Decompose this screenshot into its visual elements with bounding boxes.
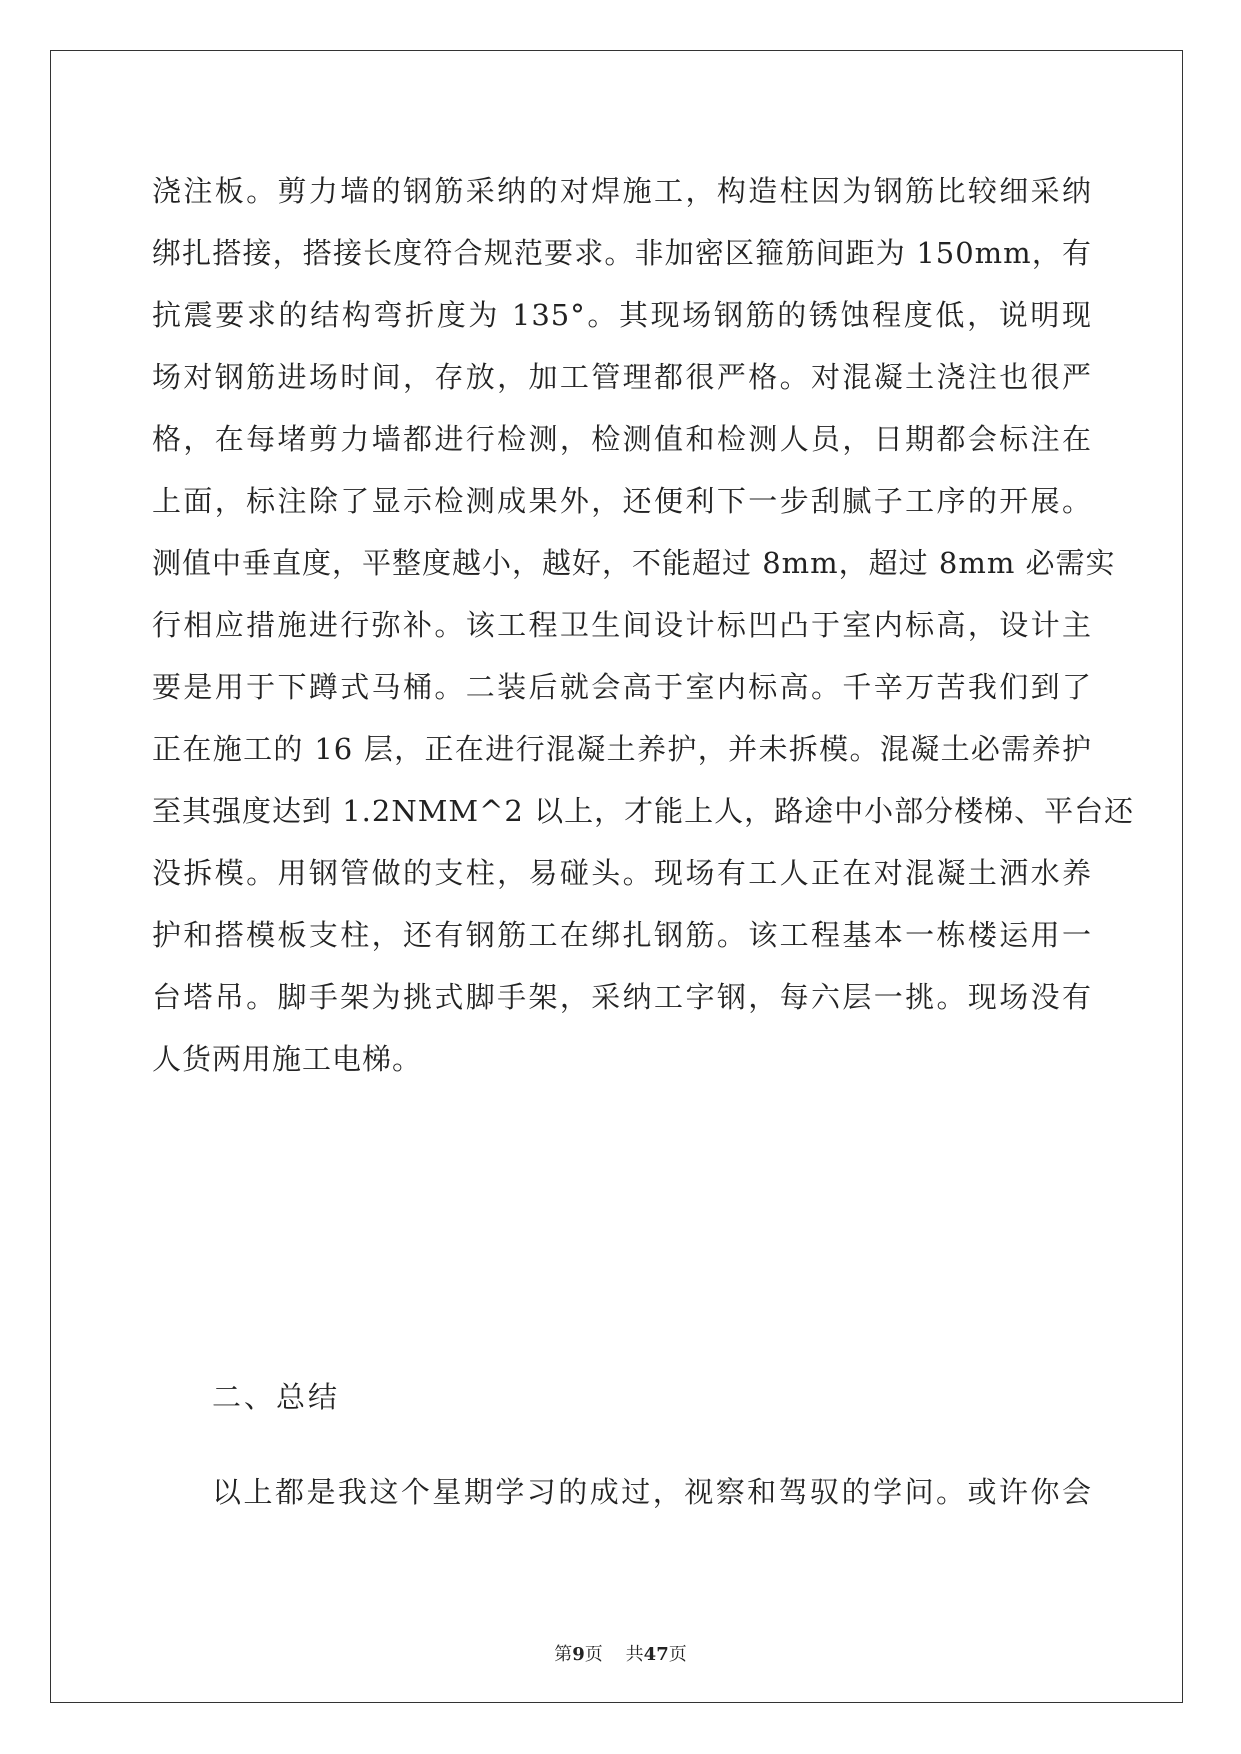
total-pages: 47 bbox=[643, 1644, 669, 1665]
text-line: 行相应措施进行弥补。该工程卫生间设计标凹凸于室内标高，设计主 bbox=[152, 608, 1092, 642]
text-line: 没拆模。用钢管做的支柱，易碰头。现场有工人正在对混凝土洒水养 bbox=[152, 856, 1092, 890]
text-line: 抗震要求的结构弯折度为 135°。其现场钢筋的锈蚀程度低，说明现 bbox=[152, 298, 1092, 332]
text-line: 台塔吊。脚手架为挑式脚手架，采纳工字钢，每六层一挑。现场没有 bbox=[152, 980, 1092, 1014]
text-line: 上面，标注除了显示检测成果外，还便利下一步刮腻子工序的开展。 bbox=[152, 484, 1092, 518]
text-line: 格，在每堵剪力墙都进行检测，检测值和检测人员，日期都会标注在 bbox=[152, 422, 1092, 456]
text-line: 要是用于下蹲式马桶。二装后就会高于室内标高。千辛万苦我们到了 bbox=[152, 670, 1092, 704]
page-footer bbox=[0, 1640, 1241, 1666]
text-line: 人货两用施工电梯。 bbox=[152, 1042, 423, 1076]
text-line: 至其强度达到 1.2NMM^2 以上，才能上人，路途中小部分楼梯、平台还 bbox=[152, 794, 1135, 828]
footer-prefix: 第 bbox=[554, 1644, 573, 1665]
footer-total-unit: 页 bbox=[668, 1644, 687, 1665]
text-line: 护和搭模板支柱，还有钢筋工在绑扎钢筋。该工程基本一栋楼运用一 bbox=[152, 918, 1092, 952]
section-heading: 二、总结 bbox=[212, 1380, 341, 1414]
summary-paragraph: 以上都是我这个星期学习的成过，视察和驾驭的学问。或许你会 bbox=[212, 1475, 1092, 1509]
text-line: 绑扎搭接，搭接长度符合规范要求。非加密区箍筋间距为 150mm，有 bbox=[152, 236, 1092, 270]
text-line: 场对钢筋进场时间，存放，加工管理都很严格。对混凝土浇注也很严 bbox=[152, 360, 1092, 394]
text-line: 测值中垂直度，平整度越小，越好，不能超过 8mm，超过 8mm 必需实 bbox=[152, 546, 1116, 580]
footer-page-unit: 页 bbox=[584, 1644, 603, 1665]
text-line: 浇注板。剪力墙的钢筋采纳的对焊施工，构造柱因为钢筋比较细采纳 bbox=[152, 174, 1092, 208]
text-line: 正在施工的 16 层，正在进行混凝土养护，并未拆模。混凝土必需养护 bbox=[152, 732, 1092, 766]
body-paragraph bbox=[152, 160, 1135, 1090]
footer-total-prefix: 共 bbox=[625, 1644, 644, 1665]
page-number: 9 bbox=[572, 1644, 585, 1665]
